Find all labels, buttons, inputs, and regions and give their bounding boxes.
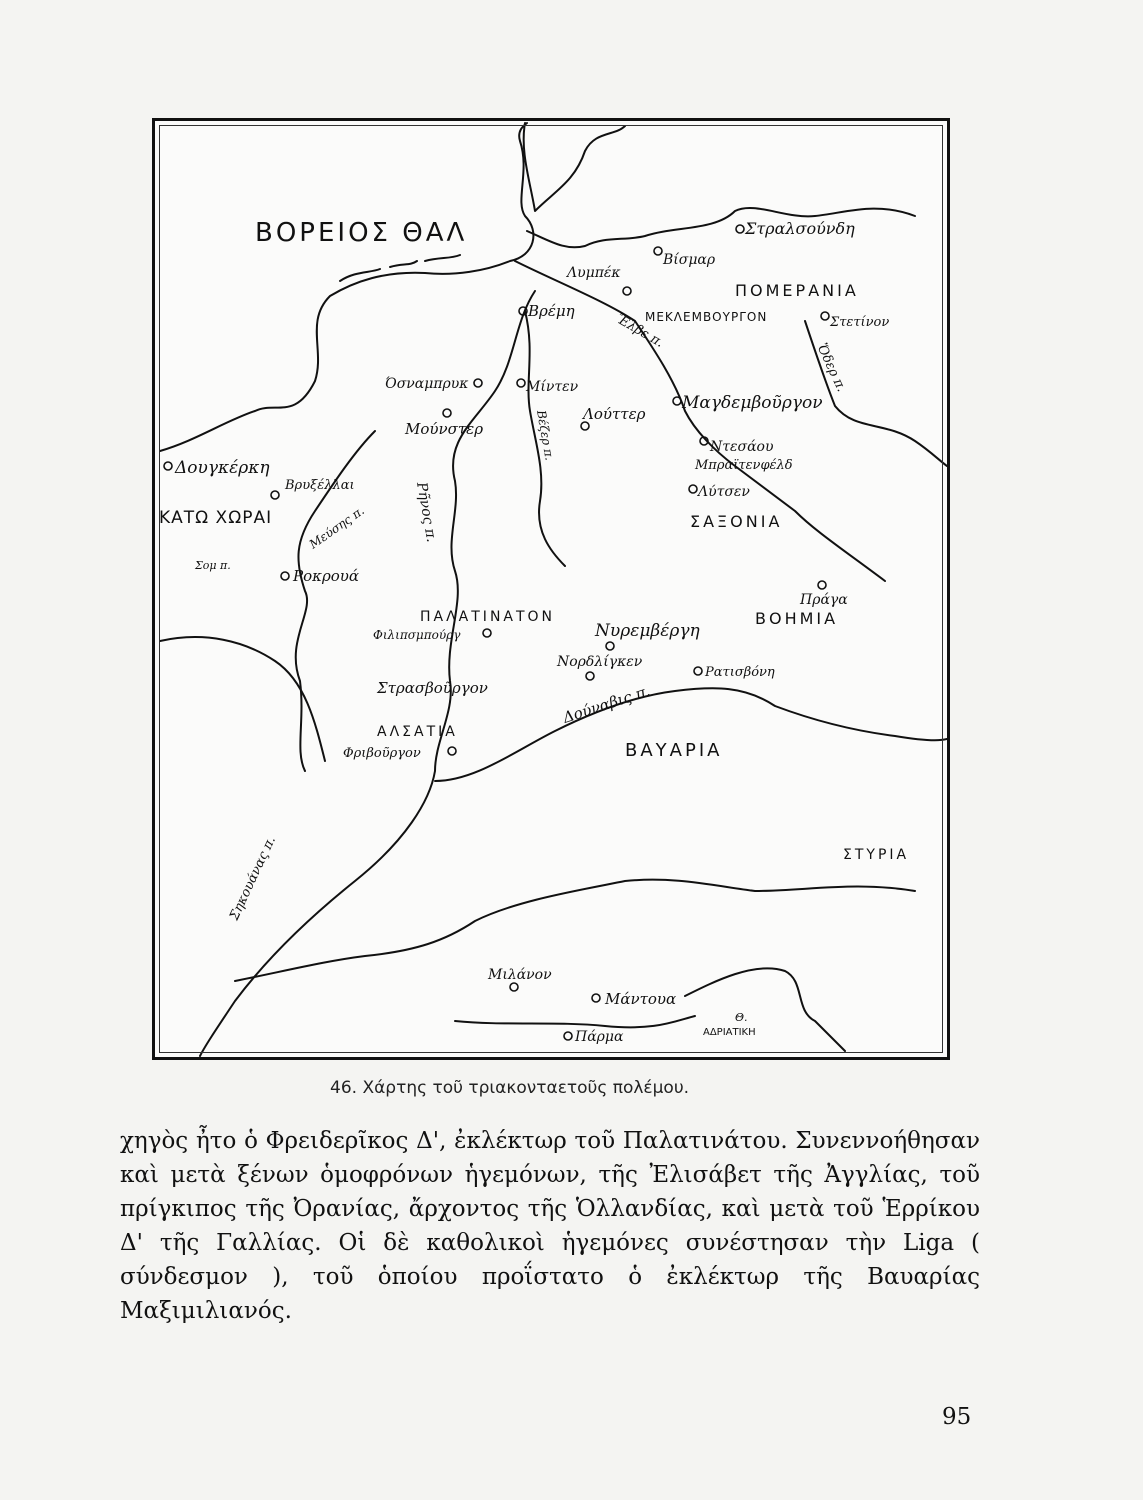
region-palatinate: ΠΑΛΑΤΙΝΑΤΟΝ [420,609,556,625]
city-lutzen: Λύτσεν [698,484,750,500]
city-minden: Μίντεν [526,379,579,395]
baltic-coast [527,208,915,247]
river-elbe: Ἔλβε π. [613,311,667,351]
region-low-countries: ΚΑΤΩ ΧΩΡΑΙ [159,508,273,528]
city-wismar: Βίσμαρ [663,252,716,268]
region-bohemia: ΒΟΗΜΙΑ [755,609,839,628]
city-stettin: Στετίνον [830,315,890,330]
region-adriatic: ΑΔΡΙΑΤΙΚΗ [703,1027,756,1038]
river-weser: Βέζερ π. [534,409,557,462]
region-mecklenburg: ΜΕΚΛΕΜΒΟΥΡΓΟΝ [645,310,768,324]
city-osnabruck: Όσναμπρυκ [385,376,469,392]
river-schelde: Σηκουάνας π. [227,834,279,923]
map-figure [152,118,950,1060]
river-meuse: Μεύσης π. [306,503,367,552]
city-nuremberg: Νυρεμβέργη [595,621,700,641]
river-oder: Ὄδερ π. [813,341,849,395]
thirty-years-war-map [155,121,947,1057]
city-prague: Πράγα [800,592,848,608]
city-rocroi: Ροκρουά [293,567,360,585]
city-dessau: Ντεσάου [710,439,774,455]
city-parma: Πάρμα [575,1029,624,1045]
body-paragraph: χηγὸς ἦτο ὁ Φρειδερῖκος Δ', ἐκλέκτωρ τοῦ Παλατινάτου. Συνεννοήθησαν καὶ μετὰ ξένων ὁμοφρόνων ἡγεμόνων, τῆς Ἐλισάβετ τῆς Ἀγγλίας, τοῦ πρίγκιπος τῆς Ὀρανίας, ἄρχοντος τῆς Ὁλλανδίας, καὶ μετὰ τοῦ Ἑρρίκου Δ' τῆς Γαλλίας. Οἱ δὲ καθολικοὶ ἡγεμόνες συνέστησαν τὴν Liga ( σύνδεσμον ), τοῦ ὁποίου προΐστατο ὁ ἐκλέκτωρ τῆς Βαυαρίας Μαξιμιλιανός. [120,1128,980,1324]
region-saxonia: ΣΑΞΟΝΙΑ [690,512,783,531]
city-mantua: Μάντουα [605,990,677,1008]
city-nordlingen: Νορδλίγκεν [557,654,643,670]
rhine-river [200,291,535,1056]
region-styria: ΣΤΥΡΙΑ [843,847,910,863]
region-sea: ΒΟΡΕΙΟΣ ΘΑΛ [255,218,468,248]
region-pomerania: ΠΟΜΕΡΑΝΙΑ [735,281,859,300]
coastline [160,123,533,451]
page-number: 95 [942,1404,972,1430]
city-brussels: Βρυξέλλαι [285,478,355,493]
city-strasbourg: Στρασβοῦργον [377,679,488,697]
city-breitenfeld: Μπραϊτενφέλδ [695,458,793,473]
city-munster: Μούνστερ [405,420,484,438]
po-river [455,1016,695,1027]
body-paragraph-container [120,1124,980,1328]
region-bavaria: ΒΑΥΑΡΙΑ [625,740,723,761]
city-lubeck: Λυμπέκ [567,265,621,281]
city-stralsund: Στραλσούνδη [745,219,855,238]
region-alsatia: ΑΛΣΑΤΙΑ [377,724,458,740]
city-magdeburg: Μαγδεμβοῦργον [682,393,823,413]
jutland [524,123,625,211]
river-danube: Δούναβις π. [560,681,653,727]
city-philippsburg: Φιλιπσμπούργ [373,628,461,642]
figure-caption: 46. Χάρτης τοῦ τριακονταετοῦς πολέμου. [330,1078,690,1098]
river-sea-abbrev: Θ. [735,1011,748,1024]
city-dunkirk: Δουγκέρκη [175,458,270,478]
city-lutter: Λούττερ [583,405,646,423]
coast-islands [340,255,460,281]
river-somme: Σομ π. [195,559,231,572]
danube-river [435,688,947,781]
city-freiburg: Φριβοῦργον [343,746,421,761]
city-regensburg: Ρατισβόνη [705,665,775,680]
adriatic-coast [685,968,845,1051]
city-milan: Μιλάνον [488,967,552,983]
city-bremen: Βρέμη [528,302,575,320]
river-rhine: Ρῆνος π. [413,480,440,544]
